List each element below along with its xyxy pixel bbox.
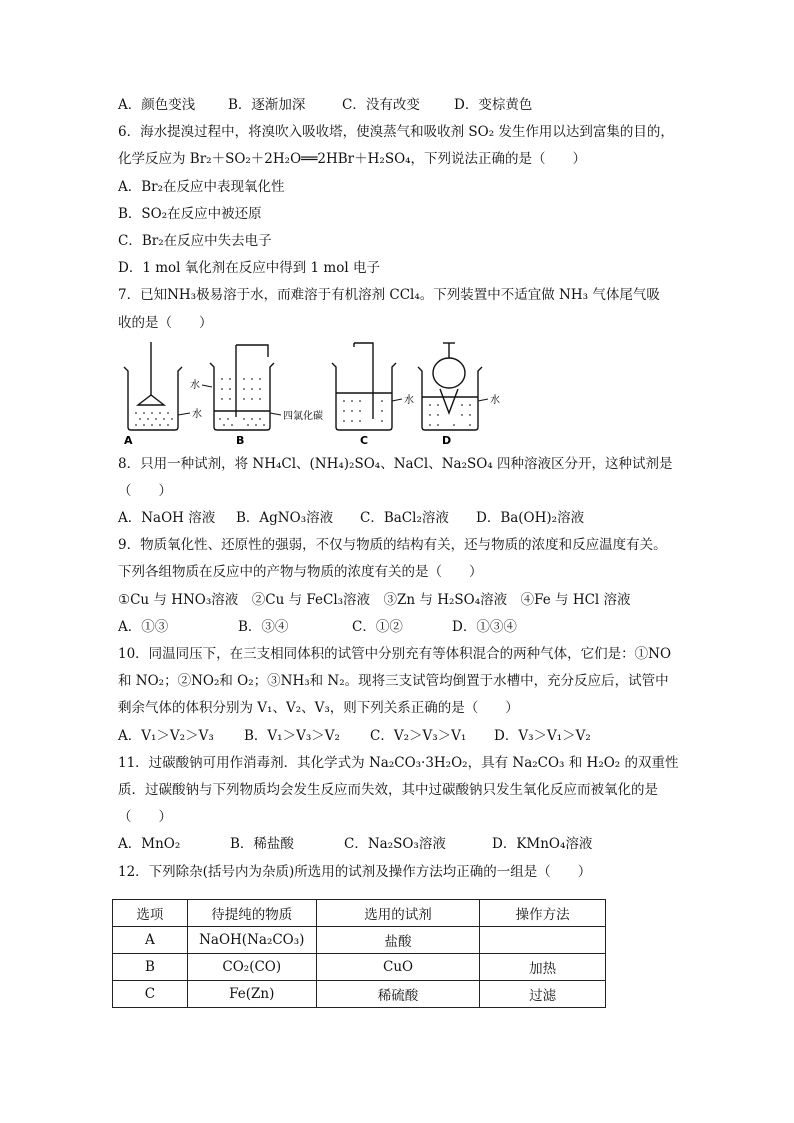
q10-stem-3: 剩余气体的体积分别为 V₁、V₂、V₃，则下列关系正确的是（ ） — [118, 700, 519, 717]
q10-option-d: D．V₃＞V₁＞V₂ — [494, 727, 591, 744]
q10-stem-1: 10．同温同压下，在三支相同体积的试管中分别充有等体积混合的两种气体，它们是：①NO — [118, 646, 672, 662]
table-cell: CO₂(CO) — [187, 954, 316, 981]
q8-option-d: D．Ba(OH)₂溶液 — [476, 510, 585, 527]
q9-option-b: B．③④ — [238, 618, 289, 635]
q9-stem-1: 9．物质氧化性、还原性的强弱，不仅与物质的结构有关，还与物质的浓度和反应温度有关。 — [118, 537, 667, 554]
q9-option-d: D．①③④ — [452, 618, 517, 635]
table-cell: 加热 — [480, 954, 606, 981]
table-cell: Fe(Zn) — [187, 981, 316, 1008]
q9-stem-2: 下列各组物质在反应中的产物与物质的浓度有关的是（ ） — [118, 564, 483, 581]
q5-option-a: A．颜色变浅 — [118, 97, 196, 113]
q8-option-c: C．BaCl₂溶液 — [360, 510, 449, 527]
table-cell: 过滤 — [480, 981, 606, 1008]
q7-water-label-a: 水 — [192, 408, 202, 420]
q9-option-c: C．①② — [352, 618, 403, 635]
q11-stem-2: 质．过碳酸钠与下列物质均会发生反应而失效，其中过碳酸钠只发生氧化反应而被氧化的是 — [118, 781, 658, 798]
q10-option-a: A．V₁＞V₂＞V₃ — [118, 727, 214, 744]
table-header-cell: 操作方法 — [480, 900, 606, 927]
table-cell: CuO — [316, 954, 480, 981]
q11-option-c: C．Na₂SO₃溶液 — [344, 836, 446, 853]
q7-label-d: D — [442, 433, 452, 447]
q5-option-b: B．逐渐加深 — [228, 97, 306, 113]
q11-option-b: B．稀盐酸 — [230, 836, 294, 853]
exam-page — [118, 92, 678, 886]
table-header-cell: 选项 — [113, 900, 188, 927]
q7-label-c: C — [360, 433, 369, 447]
q10-option-b: B．V₁＞V₃＞V₂ — [244, 727, 340, 744]
q7-water-label-c: 水 — [404, 394, 414, 406]
table-cell: A — [113, 927, 188, 954]
table-cell: C — [113, 981, 188, 1008]
q7-ccl4-label: 四氯化碳 — [283, 410, 323, 422]
table-header-row — [113, 900, 606, 927]
q7-stem-2: 收的是（ ） — [118, 314, 213, 331]
q8-options — [118, 505, 678, 532]
q11-options — [118, 831, 678, 858]
q6-option-d: D．1 mol 氧化剂在反应中得到 1 mol 电子 — [118, 260, 380, 277]
q12-table — [112, 899, 606, 1008]
q9-options — [118, 614, 678, 641]
q8-option-b: B．AgNO₃溶液 — [236, 510, 334, 527]
q7-label-b: B — [236, 433, 245, 447]
q6-stem-2: 化学反应为 Br₂＋SO₂＋2H₂O══2HBr＋H₂SO₄，下列说法正确的是（ ） — [118, 151, 587, 168]
table-row — [113, 927, 606, 954]
q12-stem-1: 12．下列除杂(括号内为杂质)所选用的试剂及操作方法均正确的一组是（ ） — [118, 863, 592, 880]
table-cell: NaOH(Na₂CO₃) — [187, 927, 316, 954]
q10-options — [118, 723, 678, 750]
q7-water-label-d: 水 — [490, 394, 500, 406]
q11-stem-1: 11．过碳酸钠可用作消毒剂．其化学式为 Na₂CO₃·3H₂O₂，具有 Na₂CO₃ 和 H₂O₂ 的双重性 — [118, 754, 679, 771]
q9-option-a: A．①③ — [118, 618, 169, 635]
table-cell: 稀硫酸 — [316, 981, 480, 1008]
q5-option-c: C．没有改变 — [342, 97, 420, 113]
q5-options — [118, 92, 678, 119]
table-row — [113, 954, 606, 981]
q10-option-c: C．V₂＞V₃＞V₁ — [370, 727, 467, 744]
q8-stem-2: （ ） — [118, 482, 172, 499]
q11-stem-3: （ ） — [118, 809, 172, 826]
q7-water-label-b: 水 — [190, 379, 200, 391]
q7-stem-1: 7．已知NH₃极易溶于水，而难溶于有机溶剂 CCl₄。下列装置中不适宜做 NH₃ 气体尾气吸 — [118, 287, 660, 304]
q9-stem-3: ①Cu 与 HNO₃溶液 ②Cu 与 FeCl₃溶液 ③Zn 与 H₂SO₄溶液 ④Fe 与 HCl 溶液 — [118, 591, 631, 608]
q11-option-d: D．KMnO₄溶液 — [492, 836, 593, 853]
table-row — [113, 981, 606, 1008]
q8-option-a: A．NaOH 溶液 — [118, 510, 216, 527]
table-cell — [480, 927, 606, 954]
q6-option-a: A．Br₂在反应中表现氧化性 — [118, 178, 285, 195]
q11-option-a: A．MnO₂ — [118, 836, 181, 853]
table-header-cell: 选用的试剂 — [316, 900, 480, 927]
q10-stem-2: 和 NO₂；②NO₂和 O₂；③NH₃和 N₂。现将三支试管均倒置于水槽中，充分反应后，试管中 — [118, 673, 669, 690]
table-cell: B — [113, 954, 188, 981]
q7-apparatus-figure — [118, 339, 678, 451]
q5-option-d: D．变棕黄色 — [454, 97, 533, 113]
q8-stem-1: 8．只用一种试剂，将 NH₄Cl、(NH₄)₂SO₄、NaCl、Na₂SO₄ 四种溶液区分开，这种试剂是 — [118, 455, 673, 472]
q6-option-b: B．SO₂在反应中被还原 — [118, 205, 262, 222]
table-header-cell: 待提纯的物质 — [187, 900, 316, 927]
q6-option-c: C．Br₂在反应中失去电子 — [118, 232, 272, 249]
table-cell: 盐酸 — [316, 927, 480, 954]
q6-stem-1: 6．海水提溴过程中，将溴吹入吸收塔，使溴蒸气和吸收剂 SO₂ 发生作用以达到富集的目的， — [118, 124, 674, 141]
q7-label-a: A — [124, 433, 133, 447]
